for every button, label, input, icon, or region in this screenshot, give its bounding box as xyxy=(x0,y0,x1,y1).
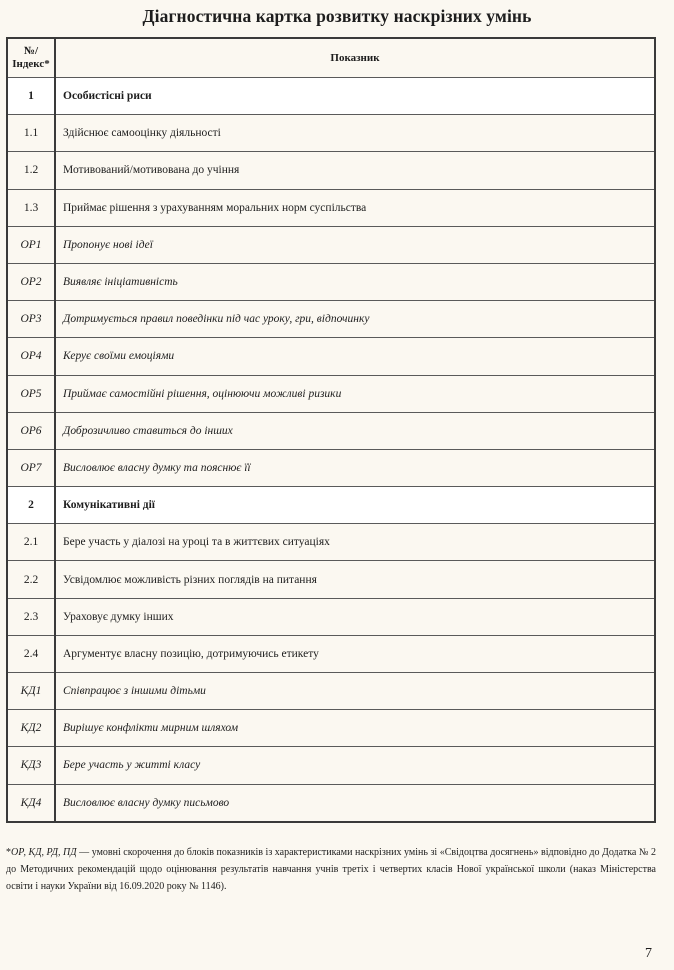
table-row xyxy=(8,263,654,300)
row-index: 1.1 xyxy=(8,115,55,152)
row-indicator: Бере участь у житті класу xyxy=(55,747,654,784)
row-index: 1.2 xyxy=(8,152,55,189)
diagnostic-table xyxy=(6,37,656,823)
table-header-row xyxy=(8,39,654,78)
row-indicator: Керує своїми емоціями xyxy=(55,338,654,375)
header-indicator: Показник xyxy=(55,39,654,78)
footnote-star: * xyxy=(6,847,11,858)
row-index: 2.1 xyxy=(8,524,55,561)
table-row xyxy=(8,152,654,189)
table-row xyxy=(8,710,654,747)
row-index: ОР4 xyxy=(8,338,55,375)
row-indicator: Аргументує власну позицію, дотримуючись етикету xyxy=(55,635,654,672)
footnote-abbreviations: ОР, КД, РД, ПД xyxy=(11,847,77,858)
row-indicator: Бере участь у діалозі на уроці та в життєвих ситуаціях xyxy=(55,524,654,561)
table-row xyxy=(8,673,654,710)
row-index: 1.3 xyxy=(8,189,55,226)
table-row xyxy=(8,784,654,821)
row-indicator: Доброзичливо ставиться до інших xyxy=(55,412,654,449)
row-indicator: Мотивований/мотивована до учіння xyxy=(55,152,654,189)
row-indicator: Ураховує думку інших xyxy=(55,598,654,635)
footnote-text: — умовні скорочення до блоків показників із характеристиками наскрізних умінь зі «Свідоцтва досягнень» відповідно до Додатка № 2 до Методичних рекомендацій щодо оцінювання результатів навчання учнів третіх і четвертих класів Нової української школи (наказ Міністерства освіти і науки України від 16.09.2020 року № 1146). xyxy=(6,847,656,892)
table-row xyxy=(8,226,654,263)
row-indicator: Дотримується правил поведінки під час уроку, гри, відпочинку xyxy=(55,301,654,338)
table-row xyxy=(8,524,654,561)
table-row xyxy=(8,598,654,635)
row-indicator: Усвідомлює можливість різних поглядів на питання xyxy=(55,561,654,598)
row-index: ОР3 xyxy=(8,301,55,338)
table-row xyxy=(8,412,654,449)
table-row xyxy=(8,301,654,338)
row-index: 2.2 xyxy=(8,561,55,598)
table-row xyxy=(8,375,654,412)
row-indicator: Висловлює власну думку письмово xyxy=(63,796,230,809)
row-index: 1 xyxy=(8,78,55,115)
table-row xyxy=(8,561,654,598)
row-index: 2.3 xyxy=(8,598,55,635)
row-indicator: Виявляє ініціативність xyxy=(55,263,654,300)
row-index: ОР7 xyxy=(8,449,55,486)
row-indicator: Приймає рішення з урахуванням моральних норм суспільства xyxy=(55,189,654,226)
table-row xyxy=(8,635,654,672)
section-row xyxy=(8,487,654,524)
row-index: 2 xyxy=(8,487,55,524)
row-indicator: Висловлює власну думку та пояснює її xyxy=(55,449,654,486)
table-row xyxy=(8,449,654,486)
row-index: ОР6 xyxy=(8,412,55,449)
row-indicator: Пропонує нові ідеї xyxy=(55,226,654,263)
row-indicator: Співпрацює з іншими дітьми xyxy=(55,673,654,710)
row-indicator: Приймає самостійні рішення, оцінюючи можливі ризики xyxy=(55,375,654,412)
row-index: ОР1 xyxy=(8,226,55,263)
row-index: КД3 xyxy=(8,747,55,784)
page-title: Діагностична картка розвитку наскрізних умінь xyxy=(142,6,532,26)
row-indicator: Здійснює самооцінку діяльності xyxy=(55,115,654,152)
row-indicator: Комунікативні дії xyxy=(55,487,654,524)
row-index: КД2 xyxy=(8,710,55,747)
row-index: ОР2 xyxy=(8,263,55,300)
row-index: КД4 xyxy=(8,784,55,821)
footnote xyxy=(6,844,656,895)
table-row xyxy=(8,747,654,784)
row-indicator: Вирішує конфлікти мирним шляхом xyxy=(55,710,654,747)
page-number: 7 xyxy=(645,946,652,961)
table-row xyxy=(8,189,654,226)
header-index: №/ Індекс* xyxy=(8,39,55,78)
table-row xyxy=(8,115,654,152)
row-indicator: Особистісні риси xyxy=(55,78,654,115)
section-row xyxy=(8,78,654,115)
table-row xyxy=(8,338,654,375)
row-index: ОР5 xyxy=(8,375,55,412)
row-index: КД1 xyxy=(8,673,55,710)
row-index: 2.4 xyxy=(8,635,55,672)
